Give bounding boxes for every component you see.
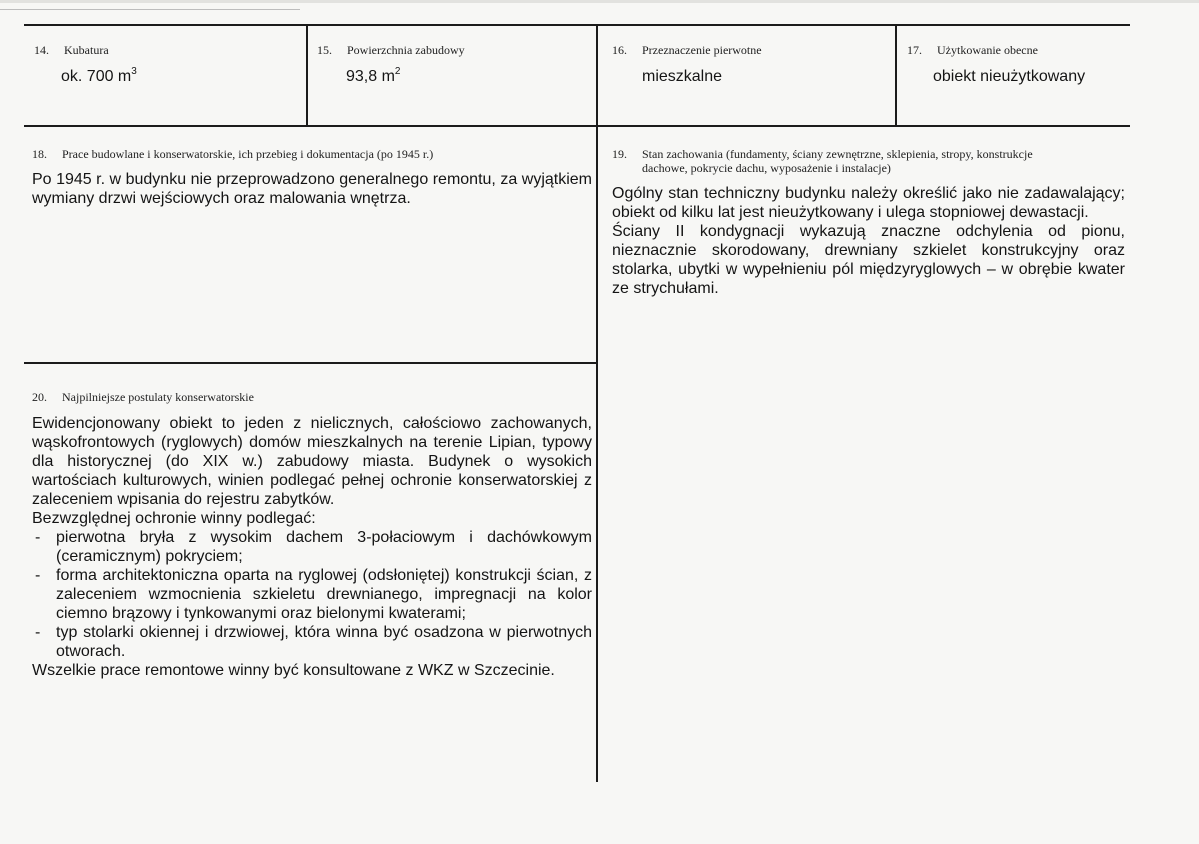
field-text [32,414,592,680]
field-18-prace-budowlane [32,147,592,208]
field-label-line2: dachowe, pokrycie dachu, wyposażenie i instalacje) [642,161,891,175]
column-divider-main [596,24,598,782]
field-value: obiekt nieużytkowany [933,68,1086,85]
field-label: 18. Prace budowlane i konserwatorskie, ich przebieg i dokumentacja (po 1945 r.) [32,147,434,161]
field-value: mieszkalne [642,68,723,85]
table-border-row1-bottom [24,125,1130,127]
lead-paragraph: Bezwzględnej ochronie winny podlegać: [32,510,316,527]
paragraph: Ogólny stan techniczny budynku należy określić jako nie zadawalający; obiekt od kilku lat jest nieużytkowany i ulega stopniowej dewastacji. [612,185,1125,221]
field-value: ok. 700 $m^3$ [61,66,137,85]
field-16-przeznaczenie [612,43,887,86]
scan-edge [0,0,1199,3]
column-divider-1 [306,24,308,127]
list-item: - pierwotna bryła z wysokim dachem 3-połaciowym i dachówkowym (ceramicznym) pokryciem; [32,528,592,566]
bullet-list [32,528,592,661]
field-label: 19. Stan zachowania (fundamenty, ściany zewnętrzne, sklepienia, stropy, konstrukcje [612,147,1033,161]
table-border-field18-bottom [24,362,598,364]
field-17-uzytkowanie [907,43,1127,86]
paragraph: Ściany II kondygnacji wykazują znaczne odchylenia od pionu, nieznacznie skorodowany, drewniany szkielet konstrukcyjny oraz stolarka, ubytki w wypełnieniu pól międzyryglowych – w obrębie kwater ze strychułami. [612,223,1125,297]
field-14-kubatura [34,43,299,86]
field-19-stan-zachowania [612,147,1125,298]
list-item: - typ stolarki okiennej i drzwiowej, która winna być osadzona w pierwotnych otworach. [32,623,592,661]
list-item: - forma architektoniczna oparta na ryglowej (odsłoniętej) konstrukcji ścian, z zaleceniem wzmocnienia szkieletu drewnianego, impregnacji na kolor ciemno brązowy i tynkowanymi oraz bielonymi kwaterami; [32,566,592,623]
field-label: 17. Użytkowanie obecne [907,43,1038,57]
field-label: 16. Przeznaczenie pierwotne [612,43,762,57]
field-20-postulaty [32,390,592,680]
scan-artifact-line [0,9,300,10]
field-value: 93,8 $m^2$ [346,66,401,85]
closing-paragraph: Wszelkie prace remontowe winny być konsultowane z WKZ w Szczecinie. [32,662,555,679]
field-label: 20. Najpilniejsze postulaty konserwatorskie [32,390,254,404]
intro-paragraph: Ewidencjonowany obiekt to jeden z nielicznych, całościowo zachowanych, wąskofrontowych (ryglowych) domów mieszkalnych na terenie Lipian, typowy dla historycznej (do XIX w.) zabudowy miasta. Budynek o wysokich wartościach kulturowych, winien podlegać pełnej ochronie konserwatorskiej z zaleceniem wpisania do rejestru zabytków. [32,415,592,508]
field-label: 14. Kubatura [34,43,109,57]
field-label: 15. Powierzchnia zabudowy [317,43,465,57]
field-text [612,184,1125,298]
field-text: Po 1945 r. w budynku nie przeprowadzono generalnego remontu, za wyjątkiem wymiany drzwi wejściowych oraz malowania wnętrza. [32,171,592,207]
table-border-top [24,24,1130,26]
column-divider-3 [895,24,897,127]
field-15-powierzchnia [317,43,592,86]
